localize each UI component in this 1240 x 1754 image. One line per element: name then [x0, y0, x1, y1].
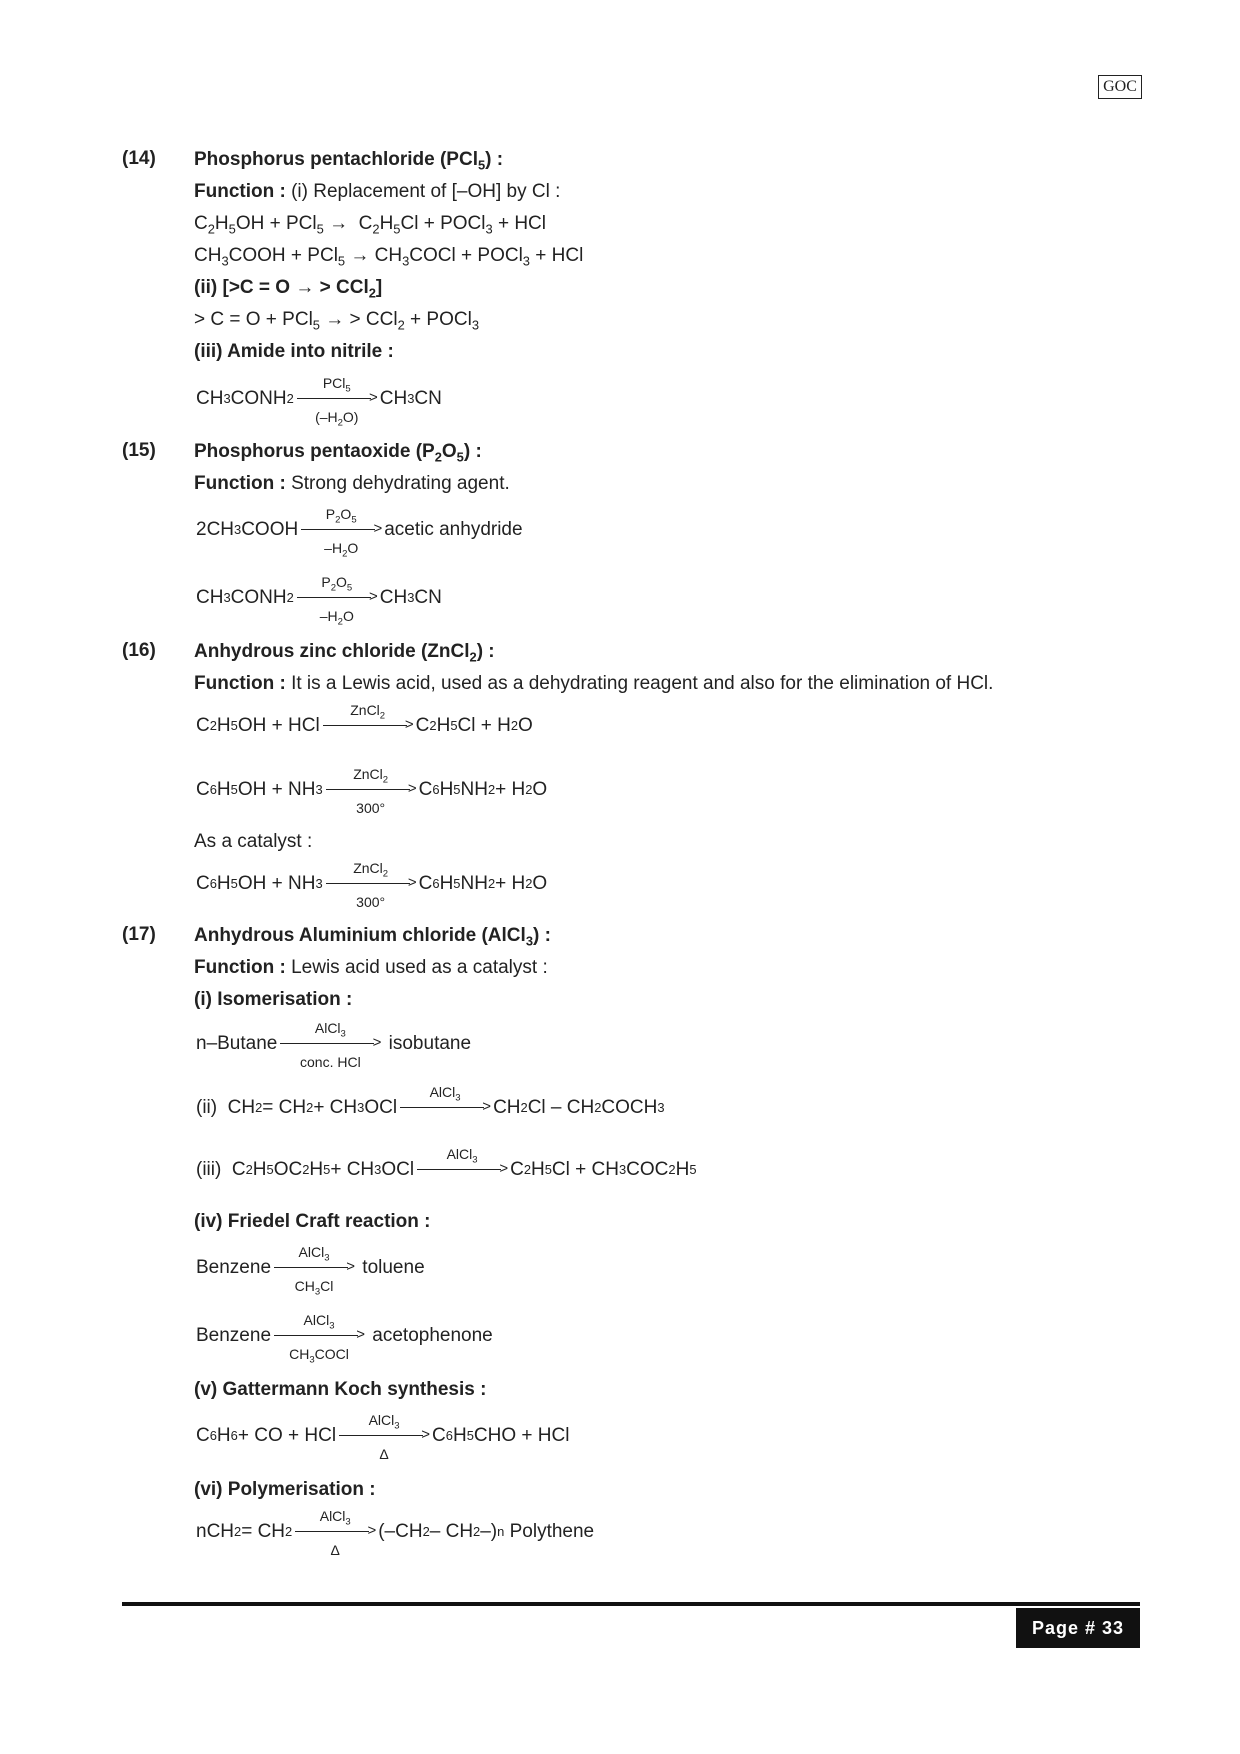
section-title: Anhydrous Aluminium chloride (AlCl$_3$) :	[194, 925, 551, 949]
section-number: (16)	[122, 640, 156, 661]
subheading: (iii) Amide into nitrile :	[194, 341, 394, 362]
section-number: (17)	[122, 924, 156, 945]
reaction-arrow: AlCl$_3$ > Δ	[339, 1414, 429, 1458]
footer-rule	[122, 1602, 1140, 1606]
reaction-arrow: $P_2O_5$ > $-H_2O$	[297, 576, 377, 620]
reaction: n–Butane AlCl$_3$ > conc. HCl isobutane	[196, 1020, 472, 1070]
reaction: 2CH 3 COOH $P_2O_5$ > $-H_2O$ acetic anhydride	[196, 506, 523, 560]
subheading: (v) Gattermann Koch synthesis :	[194, 1379, 487, 1400]
section-title: Phosphorus pentaoxide $(P_2O_5)$ :	[194, 441, 482, 465]
reaction: nCH 2 = CH 2 AlCl$_3$ > Δ (–CH 2 – CH 2 –) n Polythene	[196, 1508, 595, 1558]
page-number: Page # 33	[1016, 1608, 1140, 1648]
reaction-arrow: AlCl$_3$ >	[417, 1148, 507, 1192]
reaction-arrow: AlCl$_3$ > conc. HCl	[280, 1022, 380, 1066]
reaction-arrow: ZnCl$_2$ > 300°	[326, 768, 416, 812]
reaction-arrow: ZnCl$_2$ > 300°	[326, 862, 416, 906]
equation: $C_2H_5OH + PCl_5 \to C_2H_5Cl$ + POCl$_3$ + HCl	[194, 213, 546, 237]
section-number: (14)	[122, 148, 156, 169]
subheading: (i) Isomerisation :	[194, 989, 353, 1010]
catalyst-label: As a catalyst :	[194, 831, 313, 852]
reaction: C 6 H 6 + CO + HCl AlCl$_3$ > Δ C 6 H 5 CHO + HCl	[196, 1412, 570, 1462]
reaction: CH 3 CONH 2 $P_2O_5$ > $-H_2O$ CH 3 CN	[196, 574, 442, 628]
reaction: (ii) CH 2 = CH 2 + CH 3 OCl AlCl$_3$ > CH 2 Cl – CH 2 COCH 3	[196, 1086, 665, 1130]
reaction: (iii) C 2 H 5 OC 2 H 5 + CH 3 OCl AlCl$_3$ > C 2 H 5 Cl + CH 3 COC 2 H 5	[196, 1148, 697, 1192]
reaction-arrow: AlCl$_3$ >	[400, 1086, 490, 1130]
reaction: CH 3 CONH 2 PCl$_5$ > $(-H_2O)$ CH 3 CN	[196, 375, 442, 429]
function-line: Function : It is a Lewis acid, used as a dehydrating reagent and also for the elimination of HCl.	[194, 673, 994, 694]
reaction: C 6 H 5 OH + NH 3 ZnCl$_2$ > 300° C 6 H 5 NH 2 + H 2 O	[196, 860, 548, 910]
reaction-arrow: AlCl$_3$ > $CH_3Cl$	[274, 1246, 354, 1290]
function-line: Function : (i) Replacement of [–OH] by Cl :	[194, 181, 561, 202]
equation: > C = O + PCl$_5$ → > CCl$_2$ + POCl$_3$	[194, 309, 480, 333]
section-title: Phosphorus pentachloride (PCl$_5$) :	[194, 149, 504, 173]
header-tag: GOC	[1098, 75, 1142, 99]
section-title: Anhydrous zinc chloride (ZnCl$_2$) :	[194, 641, 495, 665]
function-line: Function : Strong dehydrating agent.	[194, 473, 510, 494]
reaction: Benzene AlCl$_3$ > $CH_3Cl$ toluene	[196, 1244, 425, 1298]
subheading: (iv) Friedel Craft reaction :	[194, 1211, 431, 1232]
subheading: (vi) Polymerisation :	[194, 1479, 376, 1500]
reaction-arrow: $P_2O_5$ > $-H_2O$	[301, 508, 381, 552]
section-number: (15)	[122, 440, 156, 461]
reaction-arrow: PCl$_5$ > $(-H_2O)$	[297, 377, 377, 421]
function-line: Function : Lewis acid used as a catalyst :	[194, 957, 548, 978]
subheading: (ii) [>C = O → > CCl$_2$]	[194, 277, 383, 301]
reaction-arrow: AlCl$_3$ > Δ	[295, 1510, 375, 1554]
reaction: C 2 H 5 OH + HCl ZnCl$_2$ > C 2 H 5 Cl + H 2 O	[196, 704, 533, 748]
reaction-arrow: AlCl$_3$ > $CH_3COCl$	[274, 1314, 364, 1358]
reaction: Benzene AlCl$_3$ > $CH_3COCl$ acetophenone	[196, 1312, 493, 1366]
equation: $CH_3COOH + PCl_5$ → $CH_3COCl$ + POCl$_3$ + HCl	[194, 245, 584, 269]
reaction-arrow: ZnCl$_2$ >	[323, 704, 413, 748]
reaction: C 6 H 5 OH + NH 3 ZnCl$_2$ > 300° C 6 H 5 NH 2 + H 2 O	[196, 766, 548, 816]
